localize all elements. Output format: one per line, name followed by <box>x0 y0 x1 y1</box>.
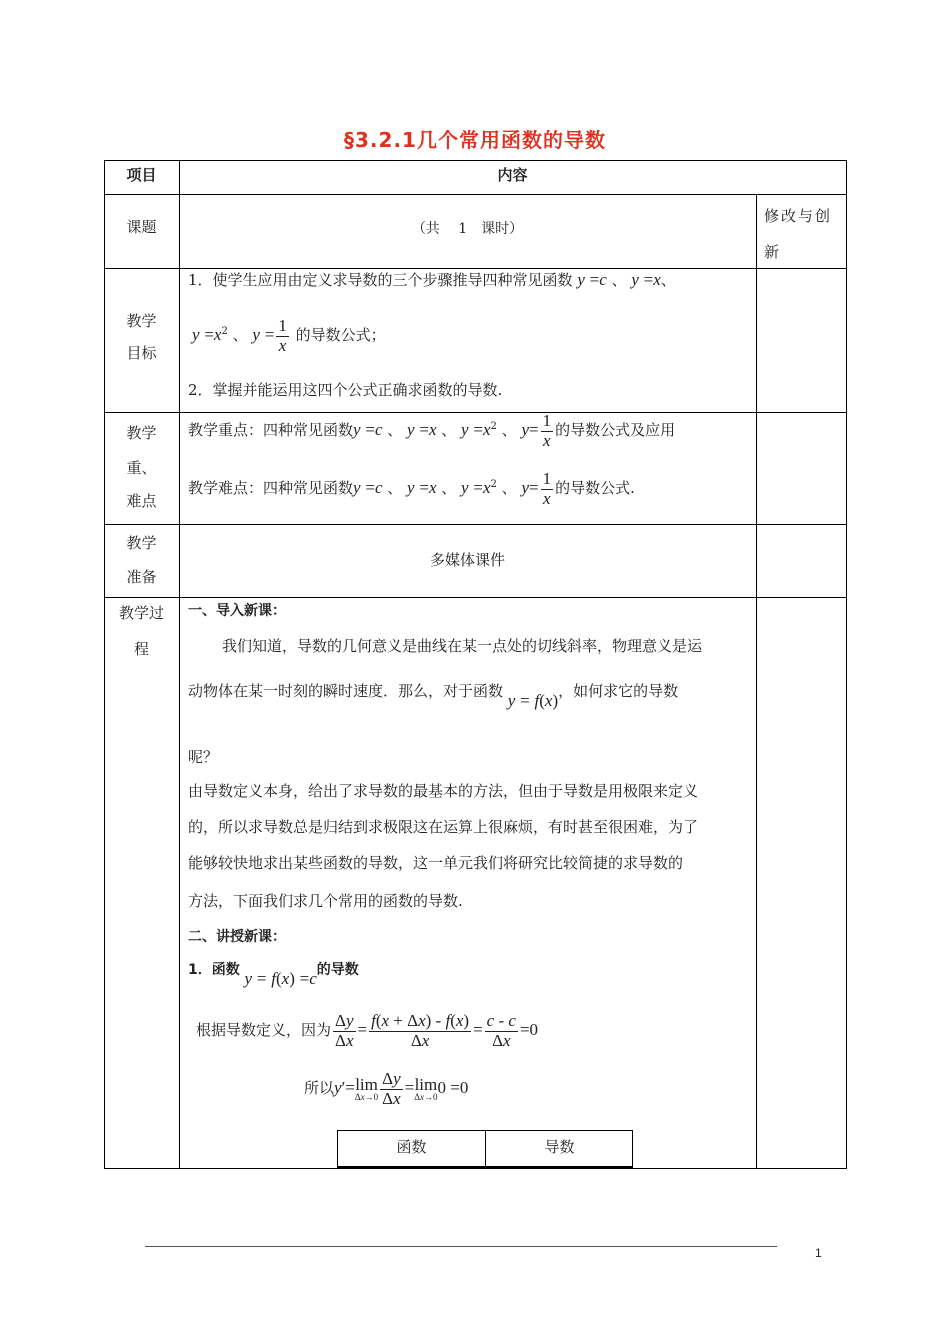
goal-sep: 、 <box>660 271 676 289</box>
function-derivative-table <box>337 1130 633 1168</box>
intro-text-2: 动物体在某一时刻的瞬时速度．那么，对于函数 <box>188 682 504 700</box>
page-number: 1 <box>815 1246 822 1260</box>
intro-line-1: 我们知道，导数的几何意义是曲线在某一点处的切线斜率，物理意义是运 <box>222 637 703 655</box>
table-col-derivative: 导数 <box>544 1138 575 1156</box>
topic-content: （共 1 课时） <box>411 221 524 237</box>
focus-key-line: 教学重点：四种常见函数y =c 、 y =x 、 $y =x^2$ 、 y= $\frac{1}{x}$ 的导数公式及应用 <box>188 411 676 450</box>
derivation-prefix: 根据导数定义，因为 <box>196 1021 332 1040</box>
goal-line-2: $y =x^2$ 、 y = $\frac{1}{x}$ 的导数公式； <box>192 316 386 355</box>
focus-hard-line: 教学难点：四种常见函数y =c 、 y =x 、 $y =x^2$ 、 y= $\frac{1}{x}$ 的导数公式. <box>188 469 635 508</box>
process-label-1: 教学过 <box>118 604 164 622</box>
focus-key-text: 教学重点：四种常见函数 <box>188 421 354 440</box>
goal-line-1: 1．使学生应用由定义求导数的三个步骤推导四种常见函数 y =c 、 y =x、 <box>188 270 676 289</box>
header-content: 内容 <box>497 166 528 184</box>
goal-label-2: 目标 <box>126 344 157 362</box>
section-new-heading: 二、讲授新课： <box>188 929 286 945</box>
subsection-heading: 1．函数 y = f(x) =c的导数 <box>188 962 359 988</box>
focus-key-suffix: 的导数公式及应用 <box>555 421 676 440</box>
topic-label: 课题 <box>126 218 157 236</box>
derivation-line: 根据导数定义，因为 $\frac{\Delta y}{\Delta x}$ = $\frac{f(x + \Delta x) - f(x)}{\Delta x}$ = $\frac{c - c}{\Delta x}$ =0 <box>196 1011 539 1050</box>
goal-line-3: 2．掌握并能运用这四个公式正确求函数的导数. <box>188 381 503 399</box>
goal-label-1: 教学 <box>126 312 157 330</box>
revise-note: 修改与创新 <box>764 207 833 261</box>
intro-line-4: 由导数定义本身，给出了求导数的最基本的方法，但由于导数是用极限来定义 <box>188 782 699 800</box>
limit-line: 所以y′= lim Δx→0 $\frac{\Delta y}{\Delta x}$ = lim Δx→0 0 =0 <box>304 1069 469 1108</box>
subsection-suffix: 的导数 <box>316 962 359 978</box>
focus-label-3: 难点 <box>126 492 157 510</box>
intro-line-3: 呢？ <box>188 748 219 766</box>
footer-divider <box>145 1246 777 1247</box>
intro-line-2: 动物体在某一时刻的瞬时速度．那么，对于函数 y = f(x)，如何求它的导数 <box>188 682 679 710</box>
intro-line-5: 的，所以求导数总是归结到求极限这在运算上很麻烦，有时甚至很困难，为了 <box>188 818 699 836</box>
prep-label-2: 准备 <box>126 568 157 586</box>
intro-line-6: 能够较快地求出某些函数的导数，这一单元我们将研究比较简捷的求导数的 <box>188 854 684 872</box>
section-intro-heading: 一、导入新课： <box>188 603 286 619</box>
page-title: §3.2.1几个常用函数的导数 <box>344 128 606 152</box>
process-label-2: 程 <box>133 640 149 658</box>
goal-text-1: 1．使学生应用由定义求导数的三个步骤推导四种常见函数 <box>188 271 573 289</box>
focus-hard-text: 教学难点：四种常见函数 <box>188 479 354 498</box>
lesson-table <box>104 160 847 1169</box>
header-item: 项目 <box>126 166 157 184</box>
goal-text-2: 的导数公式； <box>295 326 386 345</box>
focus-label-1: 教学 <box>126 424 157 442</box>
table-col-function: 函数 <box>396 1138 427 1156</box>
prep-label-1: 教学 <box>126 534 157 552</box>
focus-label-2: 重、 <box>126 459 157 477</box>
limit-prefix: 所以 <box>304 1079 335 1098</box>
subsection-prefix: 1．函数 <box>188 962 240 978</box>
focus-hard-suffix: 的导数公式. <box>555 479 635 498</box>
intro-line-7: 方法，下面我们求几个常用的函数的导数. <box>188 892 463 910</box>
prep-content: 多媒体课件 <box>429 551 505 569</box>
intro-text-3: ，如何求它的导数 <box>558 682 679 700</box>
